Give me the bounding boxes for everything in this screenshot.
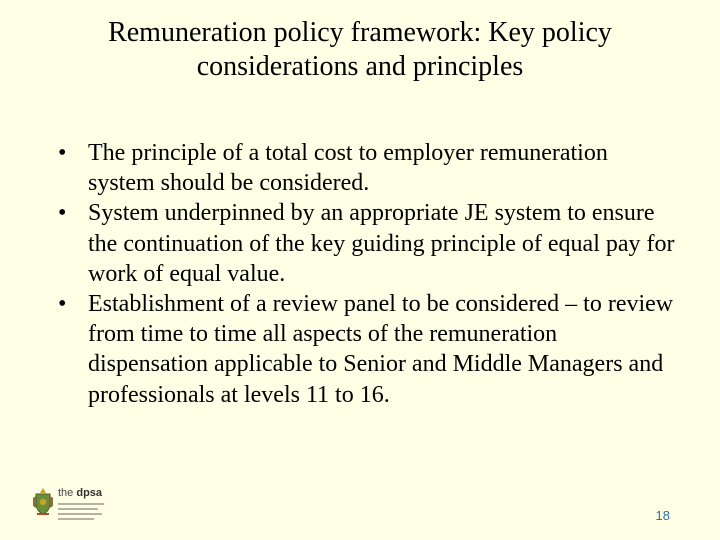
bullet-text: System underpinned by an appropriate JE system to ensure the continuation of the key guiding principle of equal pay for work of equal value. bbox=[88, 200, 675, 287]
logo-brand-name: dpsa bbox=[76, 487, 103, 499]
page-number: 18 bbox=[655, 508, 670, 523]
logo-text bbox=[58, 488, 104, 523]
bullet-list bbox=[58, 138, 678, 410]
dpsa-logo bbox=[32, 486, 124, 526]
logo-brand-prefix: the bbox=[58, 487, 77, 499]
logo-fine-print bbox=[58, 503, 104, 520]
bullet-item bbox=[58, 138, 678, 198]
logo-brand bbox=[58, 488, 104, 499]
bullet-item bbox=[58, 289, 678, 410]
slide-title: Remuneration policy framework: Key policy considerations and principles bbox=[108, 17, 612, 82]
bullet-item bbox=[58, 198, 678, 289]
bullet-dot: • bbox=[58, 291, 67, 318]
bullet-text: Establishment of a review panel to be considered – to review from time to time all aspects of the remuneration dispensation applicable to Senior and Middle Managers and professionals at levels 11 to 16. bbox=[88, 291, 674, 408]
bullet-dot: • bbox=[58, 200, 67, 227]
bullet-dot: • bbox=[58, 140, 67, 166]
coat-of-arms-icon bbox=[32, 486, 54, 516]
bullet-text: The principle of a total cost to employer remuneration system should be considered. bbox=[88, 140, 608, 197]
